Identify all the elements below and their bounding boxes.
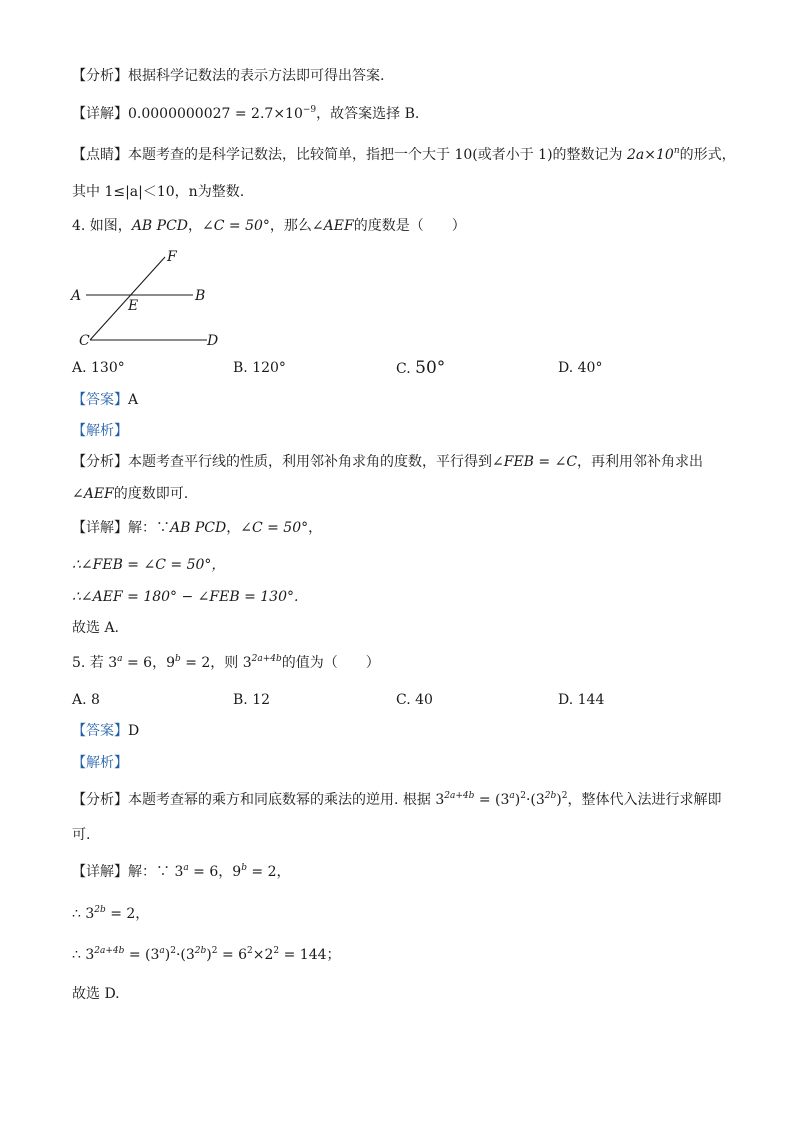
- exponent: 2: [561, 791, 568, 801]
- analysis-text: 的度数即可.: [113, 486, 189, 502]
- exponent: 2a+4b: [444, 791, 475, 801]
- exponent: 2: [247, 946, 253, 956]
- answer-tag: 【答案】: [72, 392, 128, 408]
- comment-tag: 【点睛】: [72, 147, 128, 163]
- stem-text: = 6，9: [122, 655, 175, 671]
- exponent: 2: [211, 946, 218, 956]
- option-a: A. 130°: [72, 360, 125, 376]
- q5-analysis: [72, 790, 722, 810]
- stem-angle: ∠C = 50°: [202, 218, 270, 234]
- exponent: 2b: [194, 946, 207, 956]
- analysis-text: 本题考查平行线的性质，利用邻补角求角的度数，平行得到: [128, 454, 492, 470]
- option-b: B. 12: [233, 692, 271, 708]
- q5-solution-tag: [72, 753, 128, 773]
- analysis-text: ，再利用邻补角求出: [577, 454, 704, 470]
- detail-text: 解：∵: [128, 520, 170, 536]
- exponent: 2: [170, 946, 176, 956]
- detail-text: = 2，: [246, 864, 291, 880]
- exponent: 2b: [94, 905, 106, 915]
- comment-expression: 2a×10: [627, 147, 674, 163]
- q5-detail: [72, 862, 291, 882]
- step-text: ): [164, 947, 171, 963]
- detail-expression: ∠C = 50°: [240, 520, 309, 536]
- exponent: b: [241, 863, 247, 873]
- exponent: a: [117, 654, 123, 664]
- detail-text: ，: [226, 520, 241, 536]
- label-d: D: [207, 333, 219, 349]
- q3-comment-line2: [72, 182, 244, 202]
- label-e: E: [128, 298, 139, 314]
- step-text: = (3: [124, 947, 160, 963]
- detail-text: 解：∵ 3: [128, 864, 184, 880]
- comment-text: 本题考查的是科学记数法，比较简单，指把一个大于 10(或者小于 1)的整数记为: [128, 147, 627, 163]
- exponent: 2: [273, 946, 280, 956]
- exponent: 2a+4b: [251, 654, 282, 664]
- detail-expression: 0.0000000027 = 2.7×10: [128, 106, 303, 122]
- label-a: A: [71, 288, 82, 304]
- q4-detail: [72, 518, 322, 538]
- exponent: 2a+4b: [94, 946, 125, 956]
- exponent: 2: [520, 791, 526, 801]
- step-text: = 144；: [279, 947, 341, 963]
- solution-tag: 【解析】: [72, 423, 128, 439]
- q4-answer: [72, 390, 138, 410]
- analysis-tag: 【分析】: [72, 792, 128, 808]
- q4-step2: ∴∠AEF = 180° − ∠FEB = 130°.: [72, 589, 299, 605]
- option-c: [396, 358, 445, 379]
- detail-text: ，故答案选择 B.: [316, 106, 420, 122]
- option-b: B. 120°: [233, 360, 286, 376]
- option-c: C. 40: [396, 692, 433, 708]
- q5-analysis-line2: 可.: [72, 827, 91, 843]
- comment-text: 其中 1≤|a|＜10，n为整数.: [72, 184, 245, 200]
- detail-expression: AB PCD: [170, 520, 227, 536]
- analysis-expression: ·(3: [525, 792, 545, 808]
- detail-tag: 【详解】: [72, 106, 128, 122]
- q4-conclusion: 故选 A.: [72, 620, 120, 636]
- analysis-expression: = (3: [474, 792, 510, 808]
- q4-stem: [72, 216, 466, 236]
- exponent: −9: [302, 105, 317, 115]
- stem-text: 的值为（ ）: [281, 655, 380, 671]
- analysis-tag: 【分析】: [72, 454, 128, 470]
- q5-answer: [72, 721, 139, 741]
- stem-text: ，那么: [269, 218, 312, 234]
- stem-text: 的度数是（ ）: [353, 218, 466, 234]
- step-text: ×2: [252, 947, 274, 963]
- q5-stem: [72, 653, 380, 673]
- step-text: = 6: [217, 947, 248, 963]
- q3-analysis: [72, 66, 384, 86]
- solution-tag: 【解析】: [72, 755, 128, 771]
- stem-text: ，: [188, 218, 203, 234]
- q4-solution-tag: [72, 421, 128, 441]
- step-text: ·(3: [175, 947, 195, 963]
- analysis-tag: 【分析】: [72, 68, 128, 84]
- stem-text: 5. 若 3: [72, 655, 118, 671]
- label-b: B: [195, 288, 206, 304]
- step-text: ∴ 3: [72, 947, 95, 963]
- q4-step1: ∴∠FEB = ∠C = 50°，: [72, 557, 226, 573]
- step-text: ): [206, 947, 212, 963]
- answer-tag: 【答案】: [72, 723, 128, 739]
- q5-step2: [72, 945, 341, 965]
- detail-tag: 【详解】: [72, 864, 128, 880]
- exponent: a: [509, 791, 515, 801]
- option-d: D. 144: [558, 692, 605, 708]
- q5-conclusion: 故选 D.: [72, 986, 120, 1002]
- analysis-expression: ): [556, 792, 562, 808]
- stem-expression: AB PCD: [131, 218, 189, 234]
- exponent: a: [183, 863, 189, 873]
- q4-analysis-line2: [72, 484, 188, 504]
- option-d: D. 40°: [558, 360, 603, 376]
- q5-step1: [72, 904, 149, 924]
- q3-detail: [72, 104, 419, 124]
- detail-tag: 【详解】: [72, 520, 128, 536]
- exponent: b: [175, 654, 181, 664]
- question-number: 4. 如图，: [72, 218, 132, 234]
- step-text: = 2，: [105, 906, 150, 922]
- answer-value: A: [128, 392, 139, 408]
- analysis-expression: ): [514, 792, 521, 808]
- step-text: ∴ 3: [72, 906, 95, 922]
- parallel-lines-figure: [66, 246, 236, 352]
- analysis-expression: ∠FEB = ∠C: [492, 454, 578, 470]
- analysis-text: ，整体代入法进行求解即: [567, 792, 722, 808]
- detail-text: ，: [308, 520, 323, 536]
- detail-text: = 6，9: [188, 864, 242, 880]
- option-c-label: C.: [396, 361, 416, 377]
- q4-analysis: [72, 452, 703, 472]
- exponent: n: [673, 146, 680, 156]
- q3-comment: [72, 145, 736, 165]
- exponent: 2b: [544, 791, 557, 801]
- stem-angle: ∠AEF: [311, 218, 354, 234]
- analysis-text: 根据科学记数法的表示方法即可得出答案.: [128, 68, 385, 84]
- answer-value: D: [128, 723, 140, 739]
- exponent: a: [159, 946, 165, 956]
- analysis-text: 本题考查幂的乘方和同底数幂的乘法的逆用. 根据 3: [128, 792, 445, 808]
- option-c-value: 50°: [415, 358, 446, 378]
- comment-text: 的形式，: [679, 147, 736, 163]
- stem-text: = 2，则 3: [180, 655, 252, 671]
- label-f: F: [167, 249, 177, 265]
- analysis-expression: ∠AEF: [72, 486, 114, 502]
- label-c: C: [79, 333, 90, 349]
- option-a: A. 8: [72, 692, 100, 708]
